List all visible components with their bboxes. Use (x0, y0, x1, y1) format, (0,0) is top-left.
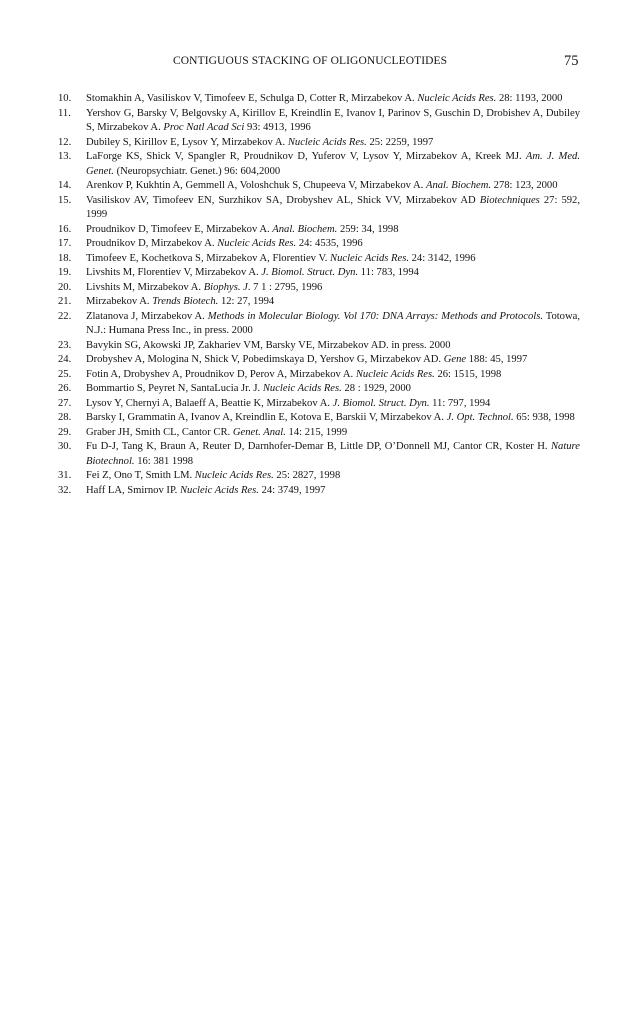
reference-text (86, 382, 580, 397)
reference-segment: 24: 3749, 1997 (258, 484, 326, 496)
reference-text (86, 194, 580, 223)
reference-number: 23. (58, 339, 72, 351)
reference-text (86, 469, 580, 484)
reference-segment: 93: 4913, 1996 (244, 122, 311, 133)
running-header (0, 55, 632, 71)
reference-segment: Drobyshev A, Mologina N, Shick V, Pobedimskaya D, Yershov G, Mirzabekov AD. (86, 354, 444, 365)
reference-text (86, 223, 580, 238)
reference-text (86, 266, 580, 281)
reference-journal: Nucleic Acids Res. (179, 484, 259, 496)
reference-text (86, 310, 580, 339)
reference-segment: LaForge KS, Shick V, Spangler R, Proudnikov D, Yuferov V, Lysov Y, Mirzabekov A, Kreek MJ. (86, 151, 526, 162)
reference-item (58, 440, 580, 469)
reference-item (58, 107, 580, 136)
reference-text (86, 136, 580, 151)
reference-segment: Proudnikov D, Mirzabekov A. (86, 238, 218, 249)
reference-text (86, 339, 580, 354)
reference-journal: Anal. Biochem. (425, 180, 492, 191)
reference-journal: Anal. Biochem. (272, 223, 338, 235)
reference-segment: 24: 3142, 1996 (408, 252, 476, 264)
reference-journal: Biophys. J (203, 281, 248, 293)
reference-item (58, 266, 580, 281)
reference-segment: Totowa, N.J.: Humana Press Inc., in press. 2000 (86, 310, 580, 336)
reference-item (58, 223, 580, 238)
reference-segment: (Neuropsychiatr. Genet.) 96: 604,2000 (113, 165, 281, 177)
reference-number: 17. (58, 238, 72, 249)
reference-text (86, 353, 580, 368)
reference-number: 29. (58, 426, 72, 438)
reference-segment: Mirzabekov A. (86, 296, 153, 307)
reference-segment: Livshits M, Mirzabekov A. (86, 281, 204, 293)
reference-number: 19. (58, 267, 72, 278)
reference-segment: 12: 27, 1994 (218, 296, 275, 307)
reference-item (58, 368, 580, 383)
reference-item (58, 237, 580, 252)
reference-segment: 14: 215, 1999 (285, 426, 348, 438)
reference-segment: Arenkov P, Kukhtin A, Gemmell A, Voloshchuk S, Chupeeva V, Mirzabekov A. (86, 180, 426, 191)
reference-journal: J. Biomol. Struct. Dyn. (261, 267, 359, 278)
reference-segment: Barsky I, Grammatin A, Ivanov A, Kreindlin E, Kotova E, Barskii V, Mirzabekov A. (86, 412, 447, 423)
reference-journal: Nature Biotechnol. (86, 441, 580, 467)
reference-item (58, 310, 580, 339)
reference-number: 27. (58, 397, 72, 409)
reference-text (86, 281, 580, 296)
reference-number: 10. (58, 93, 72, 104)
reference-segment: Lysov Y, Chernyi A, Balaeff A, Beattie K, Mirzabekov A. (86, 397, 333, 409)
reference-segment: Fu D-J, Tang K, Braun A, Reuter D, Darnhofer-Demar B, Little DP, O’Donnell MJ, Cantor CR, Koster H. (86, 441, 551, 452)
reference-item (58, 397, 580, 412)
reference-journal: Am. J. Med. Genet. (86, 151, 581, 177)
reference-number: 28. (58, 412, 72, 423)
reference-number: 11. (58, 107, 71, 119)
reference-number: 12. (58, 136, 72, 148)
reference-segment: Fotin A, Drobyshev A, Proudnikov D, Perov A, Mirzabekov A. (86, 368, 356, 380)
reference-text (86, 107, 580, 136)
reference-item (58, 411, 580, 426)
reference-journal: Biotechniques (479, 194, 540, 206)
reference-segment: Graber JH, Smith CL, Cantor CR. (86, 426, 233, 438)
reference-number: 15. (58, 194, 72, 206)
reference-segment: Zlatanova J, Mirzabekov A. (86, 310, 208, 322)
reference-number: 22. (58, 310, 72, 322)
reference-text (86, 368, 580, 383)
reference-segment: 11: 797, 1994 (429, 397, 491, 409)
reference-number: 25. (58, 368, 72, 380)
reference-segment: 24: 4535, 1996 (296, 238, 363, 249)
reference-text (86, 150, 580, 179)
reference-text (86, 411, 580, 426)
reference-journal: J. Opt. Technol. (446, 412, 514, 423)
reference-journal: Trends Biotech. (152, 296, 219, 307)
reference-segment: Stomakhin A, Vasiliskov V, Timofeev E, Schulga D, Cotter R, Mirzabekov A. (86, 93, 418, 104)
reference-number: 24. (58, 354, 72, 365)
reference-item (58, 92, 580, 107)
reference-segment: Yershov G, Barsky V, Belgovsky A, Kirillov E, Kreindlin E, Ivanov I, Parinov S, Guschin D, Drobishev A, Dubiley S, Mirzabekov A. (86, 107, 580, 133)
page-number: 75 (564, 53, 579, 69)
reference-item (58, 136, 580, 151)
reference-number: 32. (58, 484, 72, 496)
reference-segment: 25: 2259, 1997 (366, 136, 434, 148)
reference-item (58, 150, 580, 179)
reference-segment: 16: 381 1998 (134, 455, 194, 467)
reference-segment: Vasiliskov AV, Timofeev EN, Surzhikov SA, Drobyshev AL, Shick VV, Mirzabekov AD (86, 194, 480, 206)
reference-item (58, 353, 580, 368)
reference-number: 26. (58, 383, 72, 394)
reference-item (58, 426, 580, 441)
reference-journal: Methods in Molecular Biology. Vol 170: DNA Arrays: Methods and Protocols. (207, 310, 543, 322)
reference-segment: 28: 1193, 2000 (496, 93, 563, 104)
reference-number: 30. (58, 441, 72, 452)
reference-item (58, 339, 580, 354)
reference-number: 14. (58, 180, 72, 191)
reference-journal: J. Biomol. Struct. Dyn. (332, 397, 430, 409)
reference-segment: 188: 45, 1997 (466, 354, 528, 365)
reference-segment: 28 : 1929, 2000 (341, 383, 411, 394)
reference-text (86, 295, 580, 310)
reference-segment: . 7 1 : 2795, 1996 (247, 281, 323, 293)
reference-segment: Bommartio S, Peyret N, SantaLucia Jr. J. (86, 383, 263, 394)
reference-item (58, 484, 580, 499)
reference-number: 18. (58, 252, 72, 264)
reference-segment: Timofeev E, Kochetkova S, Mirzabekov A, Florentiev V. (86, 252, 331, 264)
reference-text (86, 237, 580, 252)
reference-segment: Livshits M, Florentiev V, Mirzabekov A. (86, 267, 262, 278)
reference-item (58, 179, 580, 194)
reference-segment: 27: 592, 1999 (86, 194, 581, 220)
reference-journal: Nucleic Acids Res. (217, 238, 297, 249)
reference-journal: Nucleic Acids Res. (194, 470, 274, 481)
reference-journal: Nucleic Acids Res. (355, 368, 435, 380)
running-title: CONTIGUOUS STACKING OF OLIGONUCLEOTIDES (173, 55, 448, 67)
reference-number: 16. (58, 223, 72, 235)
reference-segment: Proudnikov D, Timofeev E, Mirzabekov A. (86, 223, 273, 235)
reference-segment: 26: 1515, 1998 (434, 368, 502, 380)
reference-number: 31. (58, 470, 72, 481)
reference-segment: Haff LA, Smirnov IP. (86, 484, 180, 496)
reference-item (58, 295, 580, 310)
reference-journal: Nucleic Acids Res. (262, 383, 342, 394)
reference-journal: Gene (443, 354, 467, 365)
reference-number: 13. (58, 151, 72, 162)
reference-segment: Dubiley S, Kirillov E, Lysov Y, Mirzabekov A. (86, 136, 288, 148)
reference-segment: 11: 783, 1994 (358, 267, 419, 278)
reference-number: 21. (58, 296, 72, 307)
reference-item (58, 382, 580, 397)
reference-text (86, 426, 580, 441)
reference-number: 20. (58, 281, 72, 293)
reference-text (86, 179, 580, 194)
reference-item (58, 281, 580, 296)
reference-journal: Nucleic Acids Res. (330, 252, 409, 264)
reference-text (86, 440, 580, 469)
reference-item (58, 469, 580, 484)
reference-journal: Nucleic Acids Res. (287, 136, 367, 148)
reference-segment: 278: 123, 2000 (491, 180, 558, 191)
reference-text (86, 484, 580, 499)
reference-list (58, 92, 580, 498)
reference-journal: Genet. Anal. (232, 426, 286, 438)
reference-segment: 259: 34, 1998 (337, 223, 399, 235)
reference-segment: Bavykin SG, Akowski JP, Zakhariev VM, Barsky VE, Mirzabekov AD. in press. 2000 (86, 339, 451, 351)
reference-journal: Nucleic Acids Res. (417, 93, 497, 104)
reference-text (86, 397, 580, 412)
reference-journal: Proc Natl Acad Sci (163, 122, 245, 133)
reference-text (86, 252, 580, 267)
reference-item (58, 194, 580, 223)
reference-segment: Fei Z, Ono T, Smith LM. (86, 470, 195, 481)
reference-segment: 65: 938, 1998 (513, 412, 575, 423)
reference-segment: 25: 2827, 1998 (273, 470, 341, 481)
reference-text (86, 92, 580, 107)
reference-item (58, 252, 580, 267)
